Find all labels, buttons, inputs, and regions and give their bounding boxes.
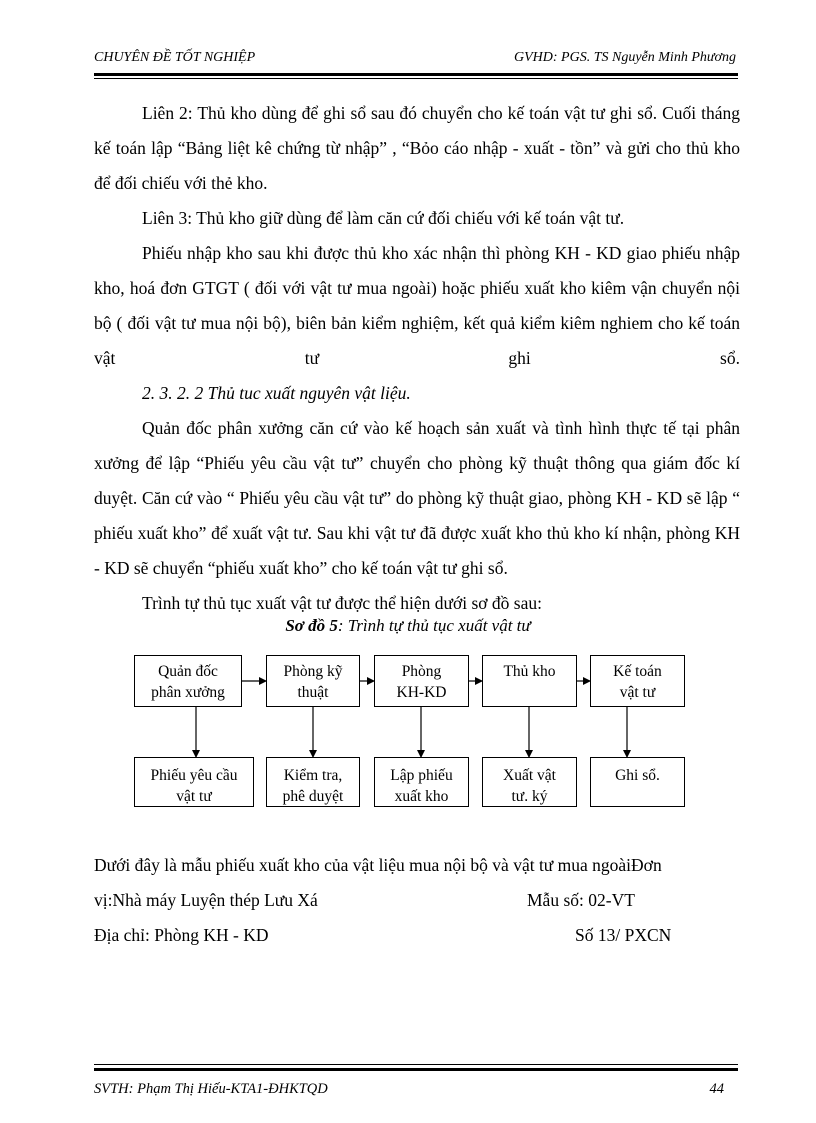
- box-phong-ky-thuat: [266, 655, 360, 707]
- caption-label: Sơ đồ 5: [285, 616, 338, 635]
- box-line: Kế toán: [613, 663, 662, 680]
- box-line: Ghi sổ.: [615, 767, 660, 784]
- header-advisor: GVHD: PGS. TS Nguyễn Minh Phương: [514, 50, 736, 65]
- header-title: CHUYÊN ĐỀ TỐT NGHIỆP: [94, 50, 256, 65]
- box-line: phân xưởng: [151, 684, 225, 701]
- header-rule-thick: [94, 73, 738, 76]
- box-line: vật tư: [176, 788, 212, 805]
- paragraph-quan-doc: Quản đốc phân xưởng căn cứ vào kế hoạch sản xuất và tình hình thực tế tại phân xưởng để lập “Phiếu yêu cầu vật tư” chuyển cho phòng kỹ thuật thông qua giám đốc kí duyệt. Căn cứ vào “ Phiếu yêu cầu vật tư” do phòng kỹ thuật giao, phòng KH - KD sẽ lập “ phiếu xuất kho” để xuất vật tư. Sau khi vật tư đã được xuất kho thủ kho kí nhận, phòng KH - KD sẽ chuyển “phiếu xuất kho” cho kế toán vật tư ghi sổ.: [94, 418, 740, 578]
- page-header: [94, 50, 736, 72]
- box-line: Phòng kỹ: [283, 663, 343, 680]
- box-lap-phieu: [374, 757, 469, 807]
- box-line: vật tư: [619, 684, 656, 701]
- box-line: Phiếu yêu cầu: [150, 767, 238, 784]
- box-xuat-vat-tu: [482, 757, 577, 807]
- box-line: thuật: [297, 684, 329, 701]
- box-kiem-tra: [266, 757, 360, 807]
- box-line: Xuất vật: [503, 767, 556, 784]
- box-ghi-so: [590, 757, 685, 807]
- box-line: Lập phiếu: [390, 767, 453, 784]
- box-phieu-yeu-cau: [134, 757, 254, 807]
- box-line: tư. ký: [511, 788, 548, 805]
- footer-student: SVTH: Phạm Thị Hiếu-KTA1-ĐHKTQD: [94, 1081, 328, 1097]
- paragraph-trinh-tu: Trình tự thủ tục xuất vật tư được thể hiện dưới sơ đồ sau:: [142, 593, 542, 613]
- header-rule-thin: [94, 78, 738, 79]
- so-phieu: Số 13/ PXCN: [575, 925, 672, 945]
- box-thu-kho: [482, 655, 577, 707]
- paragraph-lien-2: Liên 2: Thủ kho dùng để ghi sổ sau đó chuyển cho kế toán vật tư ghi sổ. Cuối tháng kế toán lập “Bảng liệt kê chứng từ nhập” , “Bỏo cáo nhập - xuất - tồn” và gửi cho thủ kho để đối chiếu với thẻ kho.: [94, 103, 740, 193]
- box-line: Kiểm tra,: [283, 767, 343, 784]
- box-ke-toan-vat-tu: [590, 655, 685, 707]
- mau-so: Mẫu số: 02-VT: [527, 890, 635, 910]
- caption-text: : Trình tự thủ tục xuất vật tư: [337, 616, 531, 635]
- box-line: xuất kho: [394, 788, 449, 805]
- subheading-thu-tuc-xuat: 2. 3. 2. 2 Thủ tuc xuất nguyên vật liệu.: [142, 383, 411, 403]
- footer-rule-thick: [94, 1068, 738, 1071]
- box-line: KH-KD: [396, 684, 447, 701]
- box-line: phê duyệt: [282, 788, 344, 805]
- box-quan-doc: [134, 655, 242, 707]
- box-phong-kh-kd: [374, 655, 469, 707]
- paragraph-phieu-nhap: Phiếu nhập kho sau khi được thủ kho xác nhận thì phòng KH - KD giao phiếu nhập kho, hoá đơn GTGT ( đối với vật tư mua ngoài) hoặc phiếu xuất kho kiêm vận chuyển nội bộ ( đối vật tư mua nội bộ), biên bản kiểm nghiệm, kết quả kiểm kiêm nghiem cho kế toán vật tư ghi sổ.: [94, 243, 740, 368]
- don-vi: vị:Nhà máy Luyện thép Lưu Xá: [94, 890, 318, 910]
- box-line: Quản đốc: [158, 663, 218, 680]
- intro-phieu-xuat: Dưới đây là mẫu phiếu xuất kho của vật liệu mua nội bộ và vật tư mua ngoàiĐơn: [94, 855, 662, 875]
- diagram-caption: [0, 616, 816, 636]
- dia-chi: Địa chỉ: Phòng KH - KD: [94, 925, 269, 945]
- footer-rule-thin: [94, 1064, 738, 1065]
- box-line: Thủ kho: [503, 663, 556, 680]
- page-number: 44: [709, 1081, 724, 1097]
- box-line: Phòng: [401, 663, 442, 680]
- paragraph-lien-3: Liên 3: Thủ kho giữ dùng để làm căn cứ đối chiếu với kế toán vật tư.: [142, 208, 625, 228]
